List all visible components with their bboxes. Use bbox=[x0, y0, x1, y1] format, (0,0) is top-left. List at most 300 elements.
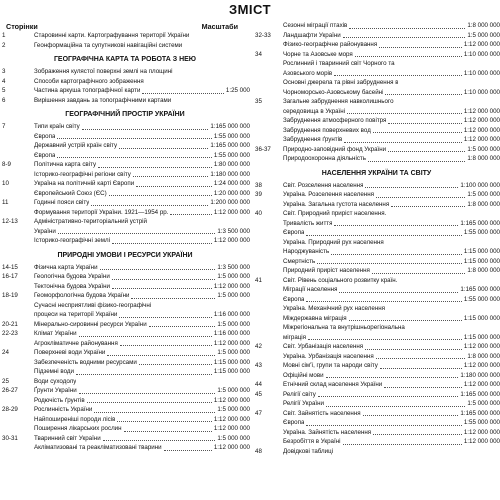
entry-title: Смертність bbox=[283, 257, 316, 265]
entry-title: Рослинність України bbox=[34, 406, 93, 413]
dot-leader bbox=[57, 138, 211, 139]
toc-entry[interactable] bbox=[253, 200, 500, 210]
toc-entry[interactable] bbox=[0, 263, 250, 273]
dot-leader bbox=[349, 320, 462, 321]
entry-title: Історико-географічні регіони світу bbox=[34, 170, 131, 178]
dot-leader bbox=[347, 113, 462, 114]
map-scale: 1:3 500 000 bbox=[217, 263, 250, 271]
section-heading: НАСЕЛЕННЯ УКРАЇНИ ТА СВІТУ bbox=[321, 169, 432, 177]
entry-title: Тваринний світ України bbox=[34, 434, 101, 442]
toc-entry[interactable] bbox=[253, 145, 500, 155]
page-number: 26-27 bbox=[2, 387, 18, 394]
toc-entry[interactable] bbox=[253, 59, 500, 69]
dot-leader bbox=[112, 288, 212, 289]
toc-entry[interactable] bbox=[253, 314, 500, 324]
toc-entry[interactable] bbox=[253, 371, 500, 381]
toc-entry[interactable] bbox=[0, 386, 250, 396]
toc-entry[interactable] bbox=[0, 329, 250, 339]
toc-entry[interactable] bbox=[253, 333, 500, 343]
section-heading: ГЕОГРАФІЧНА КАРТА ТА РОБОТА З НЕЮ bbox=[53, 56, 197, 63]
entry-title: Державний устрій країн світу bbox=[34, 142, 118, 149]
toc-entry[interactable] bbox=[253, 304, 500, 314]
page-number: 44 bbox=[255, 381, 262, 388]
entry-title: Україна. Механічний рух населення bbox=[283, 305, 386, 312]
page-number: 5 bbox=[2, 87, 6, 94]
toc-entry[interactable] bbox=[0, 291, 250, 301]
page-number: 35 bbox=[255, 98, 262, 105]
entry-title: Азовського морів bbox=[283, 69, 333, 77]
page-number: 18-19 bbox=[2, 292, 18, 299]
entry-title: Ландшафти України bbox=[283, 31, 341, 39]
dot-leader bbox=[170, 214, 211, 215]
dot-leader bbox=[119, 317, 211, 318]
dot-leader bbox=[139, 364, 212, 365]
map-scale: 1:15 000 000 bbox=[463, 248, 500, 255]
entry-title: Забруднення ґрунтів bbox=[283, 136, 343, 143]
dot-leader bbox=[365, 349, 462, 350]
map-scale: 1:20 000 000 bbox=[213, 189, 250, 197]
toc-entry[interactable] bbox=[0, 227, 250, 237]
page-number: 25 bbox=[2, 377, 9, 385]
toc-entry[interactable] bbox=[0, 122, 250, 132]
page-number: 11 bbox=[2, 199, 9, 206]
map-scale: 1:8 000 000 bbox=[467, 22, 500, 29]
toc-entry[interactable] bbox=[253, 428, 500, 438]
page-number: 3 bbox=[2, 68, 6, 75]
map-scale: 1:5 000 000 bbox=[217, 406, 250, 413]
entry-title: Фізична карта України bbox=[34, 263, 98, 271]
entry-title: Сучасні несприятливі фізико-географічні bbox=[34, 301, 152, 309]
toc-entry[interactable] bbox=[0, 424, 250, 434]
toc-entry[interactable] bbox=[253, 352, 500, 362]
toc-entry[interactable] bbox=[0, 160, 250, 170]
dot-leader bbox=[76, 374, 212, 375]
toc-entry[interactable] bbox=[253, 323, 500, 333]
toc-entry[interactable] bbox=[0, 208, 250, 218]
entry-title: Міжрегіональна та внутрішньорегіональна bbox=[283, 324, 405, 331]
map-scale: 1:16 000 000 bbox=[213, 311, 250, 318]
dot-leader bbox=[100, 269, 216, 270]
entry-title: Безробіття в Україні bbox=[283, 438, 341, 445]
page-number: 22-23 bbox=[2, 330, 18, 337]
toc-entry[interactable] bbox=[0, 443, 250, 453]
dot-leader bbox=[318, 396, 459, 397]
dot-leader bbox=[131, 298, 215, 299]
map-scale: 1:5 000 000 bbox=[217, 387, 250, 394]
entry-title: Клімат України bbox=[34, 330, 77, 337]
entry-title: Світ. Природний приріст населення. bbox=[283, 210, 387, 217]
entry-title: Європа bbox=[34, 132, 56, 140]
dot-leader bbox=[373, 132, 462, 133]
dot-leader bbox=[317, 263, 462, 264]
toc-entry[interactable] bbox=[253, 219, 500, 229]
entry-title: Тектонічна будова України bbox=[34, 282, 111, 290]
section-heading: ПРИРОДНІ УМОВИ І РЕСУРСИ УКРАЇНИ bbox=[57, 251, 193, 259]
toc-entry[interactable] bbox=[0, 217, 250, 227]
entry-title: Історико-географічні землі bbox=[34, 237, 110, 244]
dot-leader bbox=[331, 254, 462, 255]
map-scale: 1:5 000 000 bbox=[467, 31, 500, 39]
map-scale: 1:12 000 000 bbox=[463, 126, 500, 134]
page-number: 40 bbox=[255, 210, 262, 217]
dot-leader bbox=[384, 387, 462, 388]
dot-leader bbox=[380, 368, 462, 369]
entry-title: процеси на території України bbox=[34, 311, 118, 318]
map-scale: 1:5 000 000 bbox=[217, 434, 250, 442]
entry-title: Світ. Розселення населення bbox=[283, 181, 364, 189]
toc-entry[interactable] bbox=[0, 86, 250, 96]
toc-entry[interactable] bbox=[253, 154, 500, 164]
dot-leader bbox=[363, 415, 459, 416]
map-scale: 1:5 000 000 bbox=[467, 400, 500, 407]
dot-leader bbox=[326, 406, 465, 407]
toc-entry[interactable] bbox=[0, 282, 250, 292]
dot-leader bbox=[355, 56, 462, 57]
entry-title: Вирішення завдань за топографічними картами bbox=[34, 96, 172, 104]
map-scale: 1:12 000 000 bbox=[463, 107, 500, 115]
entry-title: України bbox=[34, 227, 56, 235]
map-scale: 1:55 000 000 bbox=[213, 151, 250, 159]
page-number: 2 bbox=[2, 41, 6, 49]
column-header bbox=[0, 21, 250, 31]
dot-leader bbox=[339, 292, 458, 293]
toc-entry[interactable] bbox=[0, 310, 250, 320]
map-scale: 1:165 000 000 bbox=[460, 219, 500, 227]
dot-leader bbox=[349, 28, 465, 29]
dot-leader bbox=[109, 195, 212, 196]
entry-title: Європа bbox=[283, 295, 305, 303]
toc-entry[interactable] bbox=[253, 50, 500, 60]
toc-entry[interactable] bbox=[253, 380, 500, 390]
toc-entry[interactable] bbox=[0, 77, 250, 87]
toc-entry[interactable] bbox=[253, 31, 500, 41]
entry-title: Україна на політичній карті Європи bbox=[34, 180, 135, 187]
page-number: 1 bbox=[2, 32, 6, 39]
toc-entry[interactable] bbox=[253, 247, 500, 257]
page-number: 20-21 bbox=[2, 320, 18, 328]
entry-title: Типи країн світу bbox=[34, 123, 80, 130]
map-scale: 1:165 000 000 bbox=[210, 142, 250, 149]
map-scale: 1:165 000 000 bbox=[460, 390, 500, 398]
dot-leader bbox=[379, 47, 462, 48]
map-scale: 1:12 000 000 bbox=[463, 428, 500, 436]
map-scale: 1:12 000 000 bbox=[213, 282, 250, 290]
entry-title: Загальне забруднення навколишнього bbox=[283, 98, 394, 105]
entry-title: Європа bbox=[283, 419, 305, 426]
entry-title: Офіційні мови bbox=[283, 371, 324, 379]
entry-title: Україна. Природний рух населення bbox=[283, 238, 384, 246]
entry-title: Україна. Урбанізація населення bbox=[283, 352, 374, 360]
toc-entry[interactable] bbox=[253, 437, 500, 447]
toc-entry[interactable] bbox=[253, 69, 500, 79]
map-scale: 1:5 000 000 bbox=[217, 320, 250, 328]
entry-title: Адміністративно-територіальний устрій bbox=[34, 218, 147, 225]
entry-title: Україна. Зайнятість населення bbox=[283, 428, 372, 436]
entry-title: Мінерально-сировинні ресурси України bbox=[34, 320, 147, 328]
entry-title: Геологічна будова України bbox=[34, 273, 110, 280]
map-scale: 1:165 000 000 bbox=[460, 409, 500, 417]
entry-title: Фізико-географічне районування bbox=[283, 41, 378, 48]
entry-title: Геонформаційна та супутникові навігаційні системи bbox=[34, 41, 183, 49]
page-number: 42 bbox=[255, 343, 262, 350]
right-toc-list bbox=[253, 21, 500, 456]
toc-entry[interactable] bbox=[0, 358, 250, 368]
entry-title: Народжуваність bbox=[283, 248, 330, 255]
dot-leader bbox=[124, 431, 212, 432]
toc-entry[interactable] bbox=[253, 21, 500, 31]
entry-title: Чорноморсько-Азовському басейні bbox=[283, 88, 384, 96]
left-toc-list bbox=[0, 31, 250, 453]
map-scale: 1:12 000 000 bbox=[213, 237, 250, 244]
page-number: 6 bbox=[2, 96, 6, 104]
entry-title: Довідкові таблиці bbox=[283, 447, 334, 455]
left-column bbox=[0, 21, 250, 500]
map-scale: 1:55 000 000 bbox=[213, 132, 250, 140]
section-heading: ГЕОГРАФІЧНИЙ ПРОСТІР УКРАЇНИ bbox=[65, 111, 185, 118]
toc-entry[interactable] bbox=[253, 390, 500, 400]
page-number: 7 bbox=[2, 123, 6, 130]
toc-entry[interactable] bbox=[0, 179, 250, 189]
map-scale: 1:5 000 000 bbox=[217, 273, 250, 280]
toc-entry[interactable] bbox=[253, 135, 500, 145]
dot-leader bbox=[388, 151, 465, 152]
entry-title: Сезонні міграції птахів bbox=[283, 22, 348, 29]
scales-header: Масштаби bbox=[201, 21, 238, 31]
toc-entry[interactable] bbox=[253, 126, 500, 136]
dot-leader bbox=[136, 186, 212, 187]
entry-title: Забезпеченість водними ресурсами bbox=[34, 358, 137, 366]
map-scale: 1:12 000 000 bbox=[463, 381, 500, 388]
map-scale: 1:15 000 000 bbox=[213, 358, 250, 366]
toc-entry[interactable] bbox=[253, 418, 500, 428]
map-scale: 1:12 000 000 bbox=[213, 208, 250, 216]
dot-leader bbox=[82, 129, 209, 130]
toc-entry[interactable] bbox=[253, 40, 500, 50]
entry-title: Формування території України. 1921—1954 рр. bbox=[34, 208, 169, 216]
dot-leader bbox=[149, 326, 216, 327]
page-number: 38 bbox=[255, 181, 262, 189]
map-scale: 1:10 000 000 bbox=[463, 69, 500, 77]
entry-title: Забруднення атмосферного повітря bbox=[283, 117, 387, 124]
toc-entry[interactable] bbox=[0, 405, 250, 415]
toc-entry[interactable] bbox=[0, 67, 250, 77]
map-scale: 1:12 000 000 bbox=[463, 343, 500, 350]
toc-entry[interactable] bbox=[253, 190, 500, 200]
entry-title: Ґрунти України bbox=[34, 387, 77, 394]
page-number: 47 bbox=[255, 409, 262, 417]
map-scale: 1:5 000 000 bbox=[217, 292, 250, 299]
toc-entry[interactable] bbox=[0, 348, 250, 358]
toc-entry[interactable] bbox=[253, 97, 500, 107]
map-scale: 1:55 000 000 bbox=[463, 229, 500, 236]
toc-entry[interactable] bbox=[0, 151, 250, 161]
toc-entry[interactable] bbox=[253, 238, 500, 248]
entry-title: Родючість ґрунтів bbox=[34, 396, 85, 404]
toc-entry[interactable] bbox=[0, 320, 250, 330]
map-scale: 1:10 000 000 bbox=[463, 50, 500, 58]
toc-entry[interactable] bbox=[253, 295, 500, 305]
entry-title: Міграції населення bbox=[283, 286, 338, 293]
entry-title: Європа bbox=[34, 151, 56, 159]
entry-title: Води суходолу bbox=[34, 377, 77, 385]
entry-title: Політична карта світу bbox=[34, 161, 97, 168]
dot-leader bbox=[372, 273, 465, 274]
map-scale: 1:12 000 000 bbox=[463, 136, 500, 143]
entry-title: Мовні сім'ї, групи та народи світу bbox=[283, 362, 378, 369]
map-scale: 1:3 500 000 bbox=[217, 227, 250, 235]
toc-entry[interactable] bbox=[0, 301, 250, 311]
map-scale: 1:8 000 000 bbox=[467, 267, 500, 274]
page-number: 36-37 bbox=[255, 145, 271, 153]
toc-entry[interactable] bbox=[0, 396, 250, 406]
page-number: 48 bbox=[255, 447, 262, 455]
dot-leader bbox=[91, 205, 208, 206]
entry-title: Геоморфологічна будова України bbox=[34, 292, 130, 299]
entry-title: Забруднення поверхневих вод bbox=[283, 126, 371, 134]
toc-entry[interactable] bbox=[253, 107, 500, 117]
entry-title: Підземні води bbox=[34, 368, 74, 375]
dot-leader bbox=[117, 421, 211, 422]
toc-entry[interactable] bbox=[0, 236, 250, 246]
map-scale: 1:8 000 000 bbox=[467, 352, 500, 360]
page-number: 39 bbox=[255, 191, 262, 198]
page-number: 8-9 bbox=[2, 161, 11, 168]
map-scale: 1:180 000 000 bbox=[210, 170, 250, 178]
map-scale: 1:10 000 000 bbox=[463, 88, 500, 96]
entry-title: Природно-заповідний фонд України bbox=[283, 145, 387, 153]
entry-title: Україна. Розселення населення bbox=[283, 191, 374, 198]
map-scale: 1:15 000 000 bbox=[213, 368, 250, 375]
page-title: ЗМІСТ bbox=[228, 2, 272, 17]
entry-title: Рослинний і тваринний світ Чорного та bbox=[283, 60, 395, 67]
map-scale: 1:25 000 bbox=[225, 87, 250, 94]
dot-leader bbox=[306, 235, 461, 236]
map-scale: 1:12 000 000 bbox=[463, 438, 500, 445]
dot-leader bbox=[120, 345, 212, 346]
map-scale: 1:5 000 000 bbox=[467, 191, 500, 198]
toc-entry[interactable] bbox=[0, 367, 250, 377]
toc-entry[interactable] bbox=[253, 181, 500, 191]
toc-entry[interactable] bbox=[0, 170, 250, 180]
toc-entry[interactable] bbox=[0, 377, 250, 387]
map-scale: 1:12 000 000 bbox=[213, 339, 250, 347]
dot-leader bbox=[112, 243, 212, 244]
toc-entry[interactable] bbox=[0, 141, 250, 151]
entry-title: Релігії світу bbox=[283, 390, 316, 398]
toc-entry[interactable] bbox=[0, 339, 250, 349]
entry-title: Годинні пояси світу bbox=[34, 199, 90, 206]
toc-entry[interactable] bbox=[253, 88, 500, 98]
toc-entry[interactable] bbox=[0, 434, 250, 444]
map-scale: 1:12 000 000 bbox=[213, 444, 250, 451]
dot-leader bbox=[58, 233, 215, 234]
toc-entry[interactable] bbox=[253, 228, 500, 238]
dot-leader bbox=[107, 355, 215, 356]
dot-leader bbox=[334, 225, 458, 226]
toc-entry[interactable] bbox=[253, 399, 500, 409]
toc-entry[interactable] bbox=[253, 342, 500, 352]
toc-entry[interactable] bbox=[253, 209, 500, 219]
toc-entry[interactable] bbox=[253, 361, 500, 371]
toc-entry[interactable] bbox=[0, 31, 250, 41]
toc-entry[interactable] bbox=[0, 41, 250, 51]
entry-title: Поверхневі води України bbox=[34, 349, 106, 356]
dot-leader bbox=[376, 358, 466, 359]
toc-entry[interactable] bbox=[0, 132, 250, 142]
right-column bbox=[253, 21, 500, 500]
entry-title: Поширення лікарських рослин bbox=[34, 425, 122, 432]
entry-title: Світ. Зайнятість населення bbox=[283, 409, 361, 417]
toc-entry[interactable] bbox=[253, 447, 500, 457]
dot-leader bbox=[119, 148, 208, 149]
map-scale: 1:5 000 000 bbox=[217, 349, 250, 356]
toc-entry[interactable] bbox=[253, 266, 500, 276]
dot-leader bbox=[376, 197, 465, 198]
dot-leader bbox=[133, 176, 209, 177]
dot-leader bbox=[112, 279, 216, 280]
dot-leader bbox=[373, 434, 462, 435]
entry-title: Природний приріст населення bbox=[283, 267, 370, 274]
toc-entry[interactable] bbox=[253, 285, 500, 295]
toc-entry[interactable] bbox=[0, 198, 250, 208]
map-scale: 1:200 000 000 bbox=[210, 199, 250, 206]
map-scale: 1:16 000 000 bbox=[213, 330, 250, 337]
map-scale: 1:12 000 000 bbox=[463, 117, 500, 124]
map-scale: 1:55 000 000 bbox=[463, 295, 500, 303]
dot-leader bbox=[391, 206, 465, 207]
page-number: 45 bbox=[255, 390, 262, 398]
toc-entry[interactable] bbox=[0, 272, 250, 282]
dot-leader bbox=[306, 425, 461, 426]
entry-title: Агрокліматичне районування bbox=[34, 339, 118, 347]
toc-entry[interactable] bbox=[253, 116, 500, 126]
toc-entry[interactable] bbox=[253, 409, 500, 419]
entry-title: Найпоширеніші породи лісів bbox=[34, 415, 116, 423]
map-scale: 1:55 000 000 bbox=[463, 419, 500, 426]
dot-leader bbox=[385, 94, 461, 95]
map-scale: 1:24 000 000 bbox=[213, 180, 250, 187]
entry-title: Основні джерела та рівні забруднення в bbox=[283, 79, 399, 86]
toc-entry[interactable] bbox=[0, 415, 250, 425]
entry-title: Світ. Урбанізація населення bbox=[283, 343, 364, 350]
pages-header: Сторінки bbox=[6, 21, 38, 31]
entry-title: Європейський Союз (ЄС) bbox=[34, 189, 107, 197]
page-number: 14-15 bbox=[2, 263, 18, 271]
page-number: 10 bbox=[2, 180, 9, 187]
entry-title: Чорне та Азовське моря bbox=[283, 50, 353, 58]
dot-leader bbox=[388, 123, 461, 124]
dot-leader bbox=[365, 187, 458, 188]
page-number: 34 bbox=[255, 50, 262, 58]
dot-leader bbox=[142, 93, 224, 94]
entry-title: Старовинні карти. Картографування території України bbox=[34, 32, 190, 39]
entry-title: Релігії України bbox=[283, 400, 324, 407]
dot-leader bbox=[343, 444, 462, 445]
toc-entry[interactable] bbox=[253, 276, 500, 286]
entry-title: Україна. Загальна густота населення bbox=[283, 200, 390, 208]
map-scale: 1:15 000 000 bbox=[463, 257, 500, 265]
map-scale: 1:12 000 000 bbox=[213, 396, 250, 404]
toc-entry[interactable] bbox=[253, 257, 500, 267]
dot-leader bbox=[103, 440, 216, 441]
map-scale: 1:12 000 000 bbox=[463, 41, 500, 48]
dot-leader bbox=[308, 339, 462, 340]
dot-leader bbox=[57, 157, 211, 158]
toc-entry[interactable] bbox=[253, 78, 500, 88]
toc-entry[interactable] bbox=[0, 96, 250, 106]
entry-title: Частина аркуша топографічної карти bbox=[34, 87, 141, 94]
toc-entry[interactable] bbox=[0, 189, 250, 199]
